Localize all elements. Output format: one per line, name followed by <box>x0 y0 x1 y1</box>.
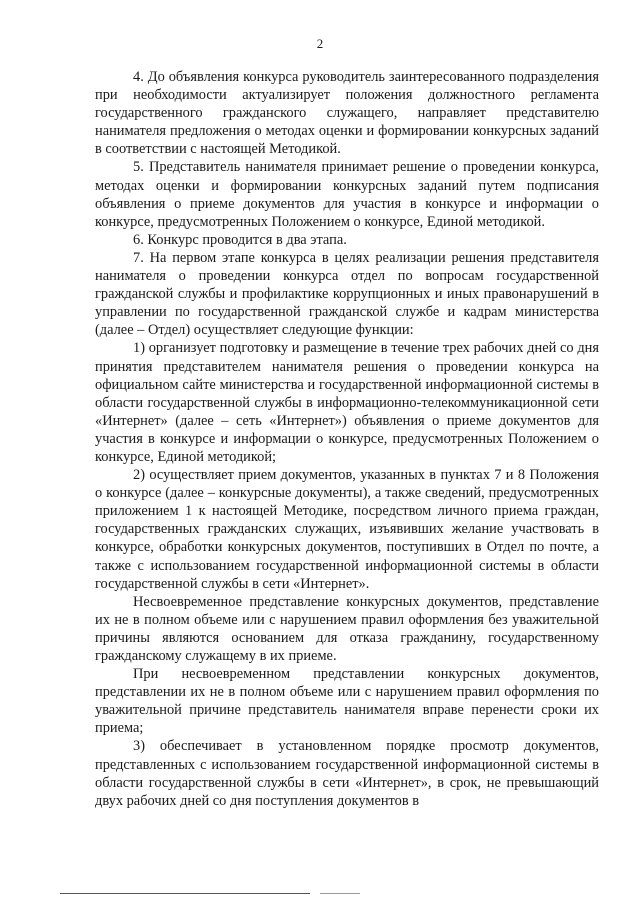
page-number: 2 <box>316 36 324 51</box>
document-body <box>95 68 599 810</box>
paragraph-valid-reason: При несвоевременном представлении конкурсных документов, представлении их не в полном объеме или с нарушением правил оформления по уважительной причине представитель нанимателя вправе перенести сроки их приема; <box>95 666 599 737</box>
footer-rule-secondary <box>320 893 360 894</box>
paragraph-7-item-2: 2) осуществляет прием документов, указанных в пунктах 7 и 8 Положения о конкурсе (далее – конкурсные документы), а также сведений, предусмотренных приложением 1 к настоящей Методике, посредством личного приема граждан, государственных гражданских служащих, изъявивших желание участвовать в конкурсе, обработки конкурсных документов, поступивших в Отдел по почте, а также с использованием государственной информационной системы в области государственной службы в сети «Интернет». <box>95 467 599 592</box>
paragraph-6: 6. Конкурс проводится в два этапа. <box>133 231 347 248</box>
paragraph-7-item-3: 3) обеспечивает в установленном порядке просмотр документов, представленных с использованием государственной информационной системы в области государственной службы в сети «Интернет», в срок, не превышающий двух рабочих дней со дня поступления документов в <box>95 738 599 809</box>
paragraph-4: 4. До объявления конкурса руководитель заинтересованного подразделения при необходимости актуализирует положения должностного регламента государственного гражданского служащего, направляет представителю нанимателя предложения о методах оценки и формировании конкурсных заданий в соответствии с настоящей Методикой. <box>95 69 599 158</box>
paragraph-7-item-1: 1) организует подготовку и размещение в течение трех рабочих дней со дня принятия представителем нанимателя решения о проведении конкурса на официальном сайте министерства и государственной информационной системы в области государственной службы в информационно-телекоммуникационной сети «Интернет» (далее – сеть «Интернет») объявления о приеме документов для участия в конкурсе и информации о конкурсе, предусмотренных Положением о конкурсе, Единой методикой; <box>95 340 599 465</box>
paragraph-late-submission: Несвоевременное представление конкурсных документов, представление их не в полном объеме или с нарушением правил оформления без уважительной причины являются основанием для отказа гражданину, государственному гражданскому служащему в их приеме. <box>95 593 599 664</box>
paragraph-7: 7. На первом этапе конкурса в целях реализации решения представителя нанимателя о проведении конкурса отдел по вопросам государственной гражданской службы и профилактике коррупционных и иных правонарушений в управлении по государственной гражданской службе и кадрам министерства (далее – Отдел) осуществляет следующие функции: <box>95 249 599 339</box>
footer-rule <box>60 893 310 894</box>
paragraph-5: 5. Представитель нанимателя принимает решение о проведении конкурса, методах оценки и формировании конкурсных заданий путем подписания объявления о приеме документов для участия в конкурсе и информации о конкурсе, предусмотренных Положением о конкурсе, Единой методикой. <box>95 159 599 230</box>
